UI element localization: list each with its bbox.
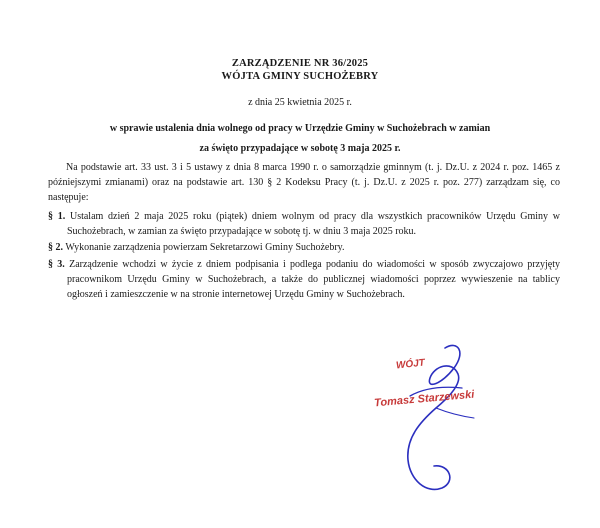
section-3-label: § 3. [48, 259, 65, 270]
document-date: z dnia 25 kwietnia 2025 r. [248, 97, 352, 108]
section-3 [48, 257, 560, 302]
section-2-text: Wykonanie zarządzenia powierzam Sekretarzowi Gminy Suchożebry. [65, 242, 345, 253]
legal-basis-paragraph: Na podstawie art. 33 ust. 3 i 5 ustawy z dnia 8 marca 1990 r. o samorządzie gminnym (t. j. Dz.U. z 2024 r. poz. 1465 z późniejszymi zmianami) oraz na podstawie art. 130 § 2 Kodeksu Pracy (t. j. Dz.U. z 2025 r. poz. 277) zarządzam się, co następuje: [48, 162, 560, 203]
signature-stamp-name: Tomasz Starzewski [373, 388, 475, 410]
section-1-text: Ustalam dzień 2 maja 2025 roku (piątek) dniem wolnym od pracy dla wszystkich pracowników Urzędu Gminy w Suchożebrach, w zamian za święto przypadające w sobotę tj. w dniu 3 maja 2025 roku. [67, 211, 560, 237]
section-3-text: Zarządzenie wchodzi w życie z dniem podpisania i podlega podaniu do wiadomości w sposób zwyczajowo przyjęty pracownikom Urzędu Gminy w Suchożebrach, a także do publicznej wiadomości poprzez wywieszenie na tablicy ogłoszeń i zamieszczenie w na stronie internetowej Urzędu Gminy w Suchożebrach. [67, 259, 560, 300]
section-1 [48, 209, 560, 239]
section-2 [48, 240, 560, 255]
subject-line-1: w sprawie ustalenia dnia wolnego od pracy w Urzędzie Gminy w Suchożebrach w zamian [109, 123, 491, 134]
subject-line-2: za święto przypadające w sobotę 3 maja 2025 r. [199, 143, 401, 154]
document-issuer: WÓJTA GMINY SUCHOŻEBRY [221, 71, 379, 82]
section-1-label: § 1. [48, 211, 66, 222]
document-title: ZARZĄDZENIE NR 36/2025 [231, 58, 369, 69]
section-2-label: § 2. [48, 242, 63, 253]
signature-stamp-title: WÓJT [395, 357, 426, 372]
handwritten-signature [350, 338, 520, 508]
